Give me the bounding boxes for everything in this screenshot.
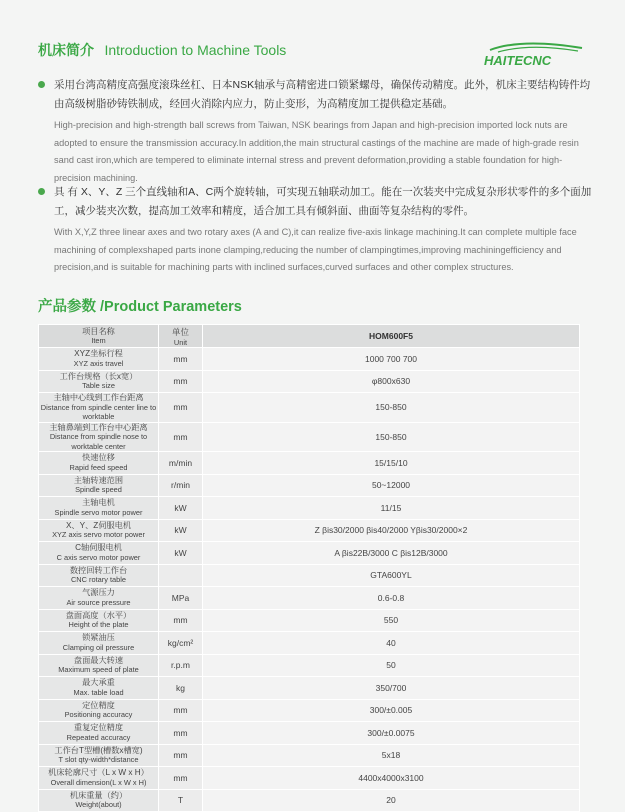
unit-cell: kg/cm² (159, 632, 203, 655)
table-row (39, 654, 580, 677)
value-cell: A βis22B/3000 C βis12B/3000 (203, 542, 580, 565)
unit-cell: kW (159, 542, 203, 565)
item-name-en: CNC rotary table (70, 575, 127, 585)
item-name-cell (39, 542, 159, 565)
bullet-dot-icon (38, 188, 45, 195)
item-name-en: XYZ axis travel (73, 358, 124, 368)
item-name-cell (39, 564, 159, 587)
bullet-dot-icon (38, 81, 45, 88)
table-row (39, 789, 580, 812)
intro-text-en: With X,Y,Z three linear axes and two rotary axes (A and C),it can realize five-axis linkage machining.It can complete multiple face machining of complexshaped parts inone clamping,reducing the number of clampingtimes,improving machiningefficiency and precision,and is suitable for machining parts with inclined surfaces,curved surfaces and other complex structures. (54, 227, 577, 272)
item-name-cell (39, 452, 159, 475)
item-name-cell (39, 677, 159, 700)
unit-cell: m/min (159, 452, 203, 475)
item-name-cn: 重复定位精度 (73, 723, 124, 733)
item-name-cell (39, 587, 159, 610)
value-cell: GTA600YL (203, 564, 580, 587)
intro-text-en: High-precision and high-strength ball screws from Taiwan, NSK bearings from Japan and high-precision imported lock nuts are adopted to ensure the transmission accuracy.In addition,the main structural castings of the machine are made of high-grade resin sand cast iron,which are tempered to eliminate internal stress and prevent deformation,providing a stable foundation for high-precision machining. (54, 120, 579, 183)
item-name-en: Weight(about) (75, 800, 122, 810)
section-title-en: Introduction to Machine Tools (104, 42, 287, 58)
item-name-cell (39, 654, 159, 677)
value-cell: φ800x630 (203, 370, 580, 393)
item-name-en: Maximum speed of plate (58, 665, 139, 675)
unit-cell: MPa (159, 587, 203, 610)
table-row (39, 452, 580, 475)
header-unit-en: Unit (173, 337, 188, 347)
header-item-en: Item (91, 336, 106, 345)
item-name-cn: C轴伺服电机 (75, 543, 122, 553)
item-name-en: Overall dimension(L x W x H) (50, 777, 147, 787)
intro-text-cn: 具 有 X、Y、Z 三个直线轴和A、C两个旋转轴，可实现五轴联动加工。能在一次装夹中完成复杂形状零件的多个面加工，减少装夹次数，提高加工效率和精度，适合加工具有倾斜面、曲面等复杂结构的零件。 (54, 186, 592, 217)
item-name-cell (39, 393, 159, 423)
value-cell: 300/±0.0075 (203, 722, 580, 745)
value-cell: 4400x4000x3100 (203, 767, 580, 790)
value-cell: 0.6-0.8 (203, 587, 580, 610)
unit-cell: r/min (159, 474, 203, 497)
item-name-en: Distance from spindle nose to worktable center (49, 432, 148, 451)
table-row (39, 609, 580, 632)
item-name-en: Height of the plate (68, 620, 129, 630)
item-name-en: Clamping oil pressure (62, 642, 135, 652)
haitecnc-logo (482, 40, 592, 70)
intro-bullet-1 (38, 76, 598, 187)
table-row (39, 348, 580, 371)
item-name-en: Spindle speed (75, 485, 122, 495)
unit-cell: mm (159, 767, 203, 790)
item-name-cn: 锁紧油压 (82, 633, 115, 643)
table-row (39, 722, 580, 745)
table-row (39, 474, 580, 497)
table-row (39, 422, 580, 452)
value-cell: 40 (203, 632, 580, 655)
header-unit-cn: 单位 (171, 326, 189, 337)
item-name-en: Air source pressure (66, 597, 131, 607)
item-name-cn: 主轴转速范围 (73, 475, 124, 485)
params-table (38, 324, 580, 812)
item-name-en: Positioning accuracy (64, 710, 133, 720)
table-row (39, 699, 580, 722)
item-name-cell (39, 767, 159, 790)
value-cell: Z βis30/2000 βis40/2000 Yβis30/2000×2 (203, 519, 580, 542)
table-row (39, 767, 580, 790)
table-row (39, 497, 580, 520)
value-cell: 11/15 (203, 497, 580, 520)
table-row (39, 744, 580, 767)
value-cell: 20 (203, 789, 580, 812)
item-name-en: T slot qty-width*distance (58, 755, 139, 765)
item-name-cell (39, 370, 159, 393)
unit-cell: mm (159, 393, 203, 423)
item-name-cn: 盘面高度（水平） (65, 610, 132, 620)
item-name-en: Rapid feed speed (69, 462, 128, 472)
intro-text-cn: 采用台湾高精度高强度滚珠丝杠、日本NSK轴承与高精密进口锁紧螺母，确保传动精度。此外，机床主要结构铸件均由高级树脂砂铸铁制成，经回火消除内应力，防止变形，为高精度加工提供稳定基础。 (54, 79, 591, 110)
item-name-en: Max. table load (73, 687, 124, 697)
item-name-cn: 气源压力 (82, 588, 115, 598)
item-name-cn: 主轴电机 (82, 498, 115, 508)
unit-cell: mm (159, 422, 203, 452)
unit-cell: kW (159, 497, 203, 520)
item-name-cell (39, 609, 159, 632)
value-cell: 50 (203, 654, 580, 677)
item-name-cn: 定位精度 (82, 700, 115, 710)
item-name-cell (39, 474, 159, 497)
item-name-en: Spindle servo motor power (54, 507, 143, 517)
table-row (39, 519, 580, 542)
item-name-cn: 盘面最大转速 (73, 655, 124, 665)
item-name-cell (39, 497, 159, 520)
table-row (39, 564, 580, 587)
item-name-cn: X、Y、Z伺服电机 (65, 520, 132, 530)
item-name-en: C axis servo motor power (56, 552, 141, 562)
item-name-cn: 数控回转工作台 (69, 565, 128, 575)
item-name-cell (39, 632, 159, 655)
intro-bullet-2 (38, 183, 598, 277)
unit-cell: mm (159, 744, 203, 767)
item-name-cn: 机床重量（约） (69, 790, 128, 800)
unit-cell: mm (159, 699, 203, 722)
unit-cell: mm (159, 370, 203, 393)
item-name-cn: 机床轮廓尺寸（L x W x H） (48, 768, 149, 778)
logo-text: HAITECNC (484, 53, 552, 68)
value-cell: 150-850 (203, 393, 580, 423)
value-cell: 1000 700 700 (203, 348, 580, 371)
unit-cell: mm (159, 722, 203, 745)
unit-cell: r.p.m (159, 654, 203, 677)
item-name-en: Distance from spindle center line to worktable (40, 402, 157, 421)
unit-cell (159, 564, 203, 587)
item-name-cn: 主轴鼻端到工作台中心距离 (49, 422, 148, 432)
table-header-row (39, 325, 580, 348)
item-name-cell (39, 789, 159, 812)
header-item-cn: 项目名称 (82, 326, 115, 336)
section-title-cn: 机床简介 (38, 42, 94, 58)
table-row (39, 370, 580, 393)
item-name-cell (39, 699, 159, 722)
table-row (39, 542, 580, 565)
header-item-cell (39, 325, 159, 348)
value-cell: 50~12000 (203, 474, 580, 497)
table-row (39, 677, 580, 700)
item-name-en: XYZ axis servo motor power (52, 530, 145, 540)
item-name-en: Table size (82, 381, 115, 391)
unit-cell: T (159, 789, 203, 812)
item-name-cn: 工作台T型槽(槽数x槽宽) (54, 745, 143, 755)
table-row (39, 632, 580, 655)
item-name-cell (39, 722, 159, 745)
header-model-cell: HOM600F5 (203, 325, 580, 348)
unit-cell: mm (159, 609, 203, 632)
item-name-en: Repeated accuracy (66, 732, 131, 742)
value-cell: 15/15/10 (203, 452, 580, 475)
item-name-cell (39, 348, 159, 371)
item-name-cn: XYZ坐标行程 (74, 349, 123, 359)
unit-cell: kg (159, 677, 203, 700)
item-name-cn: 工作台规格（长x宽） (59, 371, 138, 381)
table-row (39, 393, 580, 423)
value-cell: 550 (203, 609, 580, 632)
section-header (38, 40, 286, 60)
item-name-cell (39, 519, 159, 542)
item-name-cn: 最大承重 (82, 678, 115, 688)
value-cell: 300/±0.005 (203, 699, 580, 722)
value-cell: 150-850 (203, 422, 580, 452)
value-cell: 350/700 (203, 677, 580, 700)
unit-cell: mm (159, 348, 203, 371)
item-name-cell (39, 744, 159, 767)
item-name-cn: 快速位移 (82, 453, 115, 463)
header-unit-cell (159, 325, 203, 348)
value-cell: 5x18 (203, 744, 580, 767)
unit-cell: kW (159, 519, 203, 542)
table-row (39, 587, 580, 610)
item-name-cell (39, 422, 159, 452)
item-name-cn: 主轴中心线到工作台距离 (53, 393, 144, 402)
params-title: 产品参数 /Product Parameters (38, 299, 242, 315)
